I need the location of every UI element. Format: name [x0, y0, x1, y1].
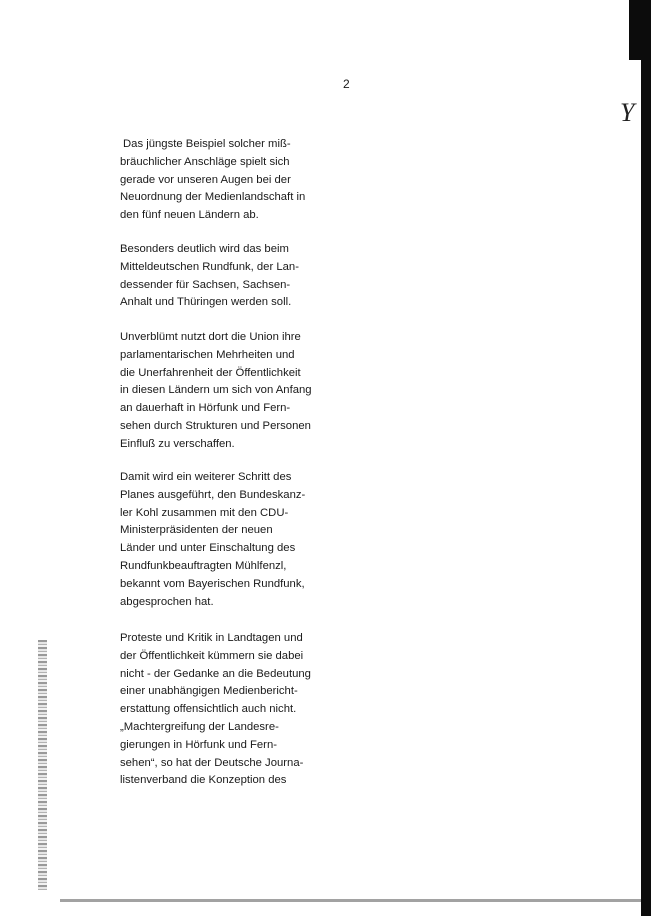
- page-number: 2: [343, 77, 350, 91]
- scan-bottom-edge: [60, 899, 641, 902]
- text-line: Das jüngste Beispiel solcher miß-: [123, 138, 291, 150]
- text-line: Rundfunkbeauftragten Mühlfenzl,: [120, 559, 287, 572]
- text-line: bekannt vom Bayerischen Rundfunk,: [120, 577, 305, 590]
- text-line: listenverband die Konzeption des: [120, 774, 287, 787]
- text-line: Planes ausgeführt, den Bundeskanz-: [120, 488, 306, 501]
- text-line: „Machtergreifung der Landesre-: [120, 720, 279, 733]
- text-line: Damit wird ein weiterer Schritt des: [120, 471, 292, 483]
- text-line: sehen“, so hat der Deutsche Journa-: [120, 756, 304, 769]
- paragraph-3: [120, 329, 312, 454]
- text-line: den fünf neuen Ländern ab.: [120, 209, 259, 222]
- text-line: Besonders deutlich wird das beim: [120, 243, 289, 255]
- paragraph-4: [120, 469, 305, 611]
- text-line: Anhalt und Thüringen werden soll.: [120, 296, 292, 309]
- scan-edge-shadow-top: [629, 0, 651, 60]
- text-line: bräuchlicher Anschläge spielt sich: [120, 155, 290, 168]
- scan-left-edge-noise: [38, 640, 47, 890]
- paragraph-5: [120, 630, 311, 790]
- text-line: Proteste und Kritik in Landtagen und: [120, 632, 303, 644]
- text-line: parlamentarischen Mehrheiten und: [120, 348, 295, 361]
- text-line: an dauerhaft in Hörfunk und Fern-: [120, 402, 291, 415]
- text-line: nicht - der Gedanke an die Bedeutung: [120, 667, 311, 680]
- text-line: Einfluß zu verschaffen.: [120, 437, 235, 450]
- text-line: gierungen in Hörfunk und Fern-: [120, 738, 277, 751]
- text-line: Länder und unter Einschaltung des: [120, 542, 296, 555]
- paragraph-1: [120, 136, 305, 225]
- text-line: Mitteldeutschen Rundfunk, der Lan-: [120, 260, 299, 273]
- text-line: gerade vor unseren Augen bei der: [120, 173, 291, 186]
- text-line: einer unabhängigen Medienbericht-: [120, 685, 298, 698]
- scan-edge-shadow: [641, 0, 651, 916]
- text-line: erstattung offensichtlich auch nicht.: [120, 703, 297, 716]
- text-line: ler Kohl zusammen mit den CDU-: [120, 506, 289, 519]
- text-line: Ministerpräsidenten der neuen: [120, 524, 273, 537]
- text-line: der Öffentlichkeit kümmern sie dabei: [120, 649, 304, 662]
- text-line: in diesen Ländern um sich von Anfang: [120, 384, 312, 397]
- text-line: sehen durch Strukturen und Personen: [120, 419, 311, 432]
- paragraph-2: [120, 241, 299, 312]
- text-line: dessender für Sachsen, Sachsen-: [120, 278, 291, 291]
- text-line: abgesprochen hat.: [120, 595, 214, 608]
- margin-mark: Y: [620, 98, 635, 127]
- text-line: Neuordnung der Medienlandschaft in: [120, 191, 306, 204]
- text-line: die Unerfahrenheit der Öffentlichkeit: [120, 366, 301, 379]
- text-line: Unverblümt nutzt dort die Union ihre: [120, 331, 301, 343]
